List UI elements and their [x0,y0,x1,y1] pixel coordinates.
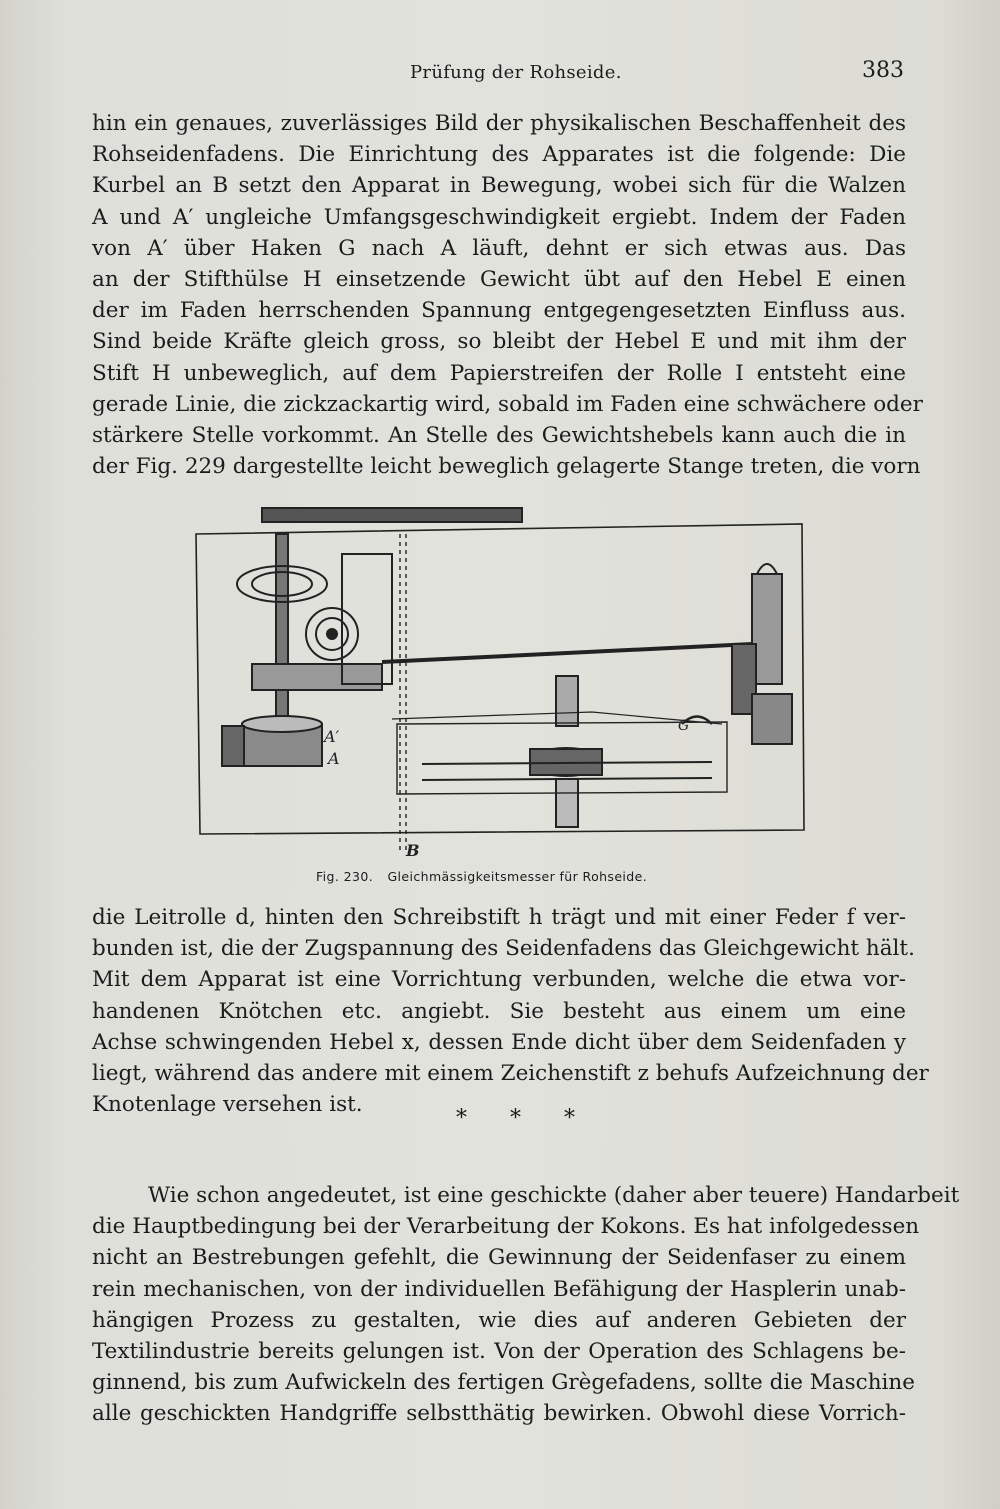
text-line: Sind beide Kräfte gleich gross, so bleibt der Hebel E und mit ihm der [92,329,906,355]
page-number: 383 [862,58,904,83]
text-line: nicht an Bestrebungen gefehlt, die Gewinnung der Seidenfaser zu einem [92,1245,906,1271]
text-line: stärkere Stelle vorkommt. An Stelle des Gewichtshebels kann auch die in [92,423,906,449]
running-title: Prüfung der Rohseide. [410,62,622,83]
text-line: Kurbel an B setzt den Apparat in Bewegung, wobei sich für die Walzen [92,173,906,199]
text-line: alle geschickten Handgriffe selbstthätig bewirken. Obwohl diese Vorrich- [92,1401,906,1427]
text-line: Wie schon angedeutet, ist eine geschickte (daher aber teuere) Handarbeit [148,1183,960,1208]
text-line: Textilindustrie bereits gelungen ist. Von der Operation des Schlagens be- [92,1339,906,1365]
label-g: G [678,718,690,734]
paragraph-3 [92,1180,960,1430]
text-line: Stift H unbeweglich, auf dem Papierstreifen der Rolle I entsteht eine [92,360,906,386]
text-line: handenen Knötchen etc. angiebt. Sie besteht aus einem um eine [92,998,906,1024]
caption-number: Fig. 230. [316,869,374,884]
section-separator: * * * [456,1106,593,1131]
text-line: Knotenlage versehen ist. [92,1092,363,1118]
figure-caption [316,869,647,884]
text-line: von A′ über Haken G nach A läuft, dehnt er sich etwas aus. Das [92,235,906,261]
text-line: hängigen Prozess zu gestalten, wie dies auf anderen Gebieten der [92,1307,906,1333]
figure-apparatus-illustration [192,494,812,866]
text-line: an der Stifthülse H einsetzende Gewicht übt auf den Hebel E einen [92,267,906,293]
text-line: Mit dem Apparat ist eine Vorrichtung verbunden, welche die etwa vor- [92,967,906,993]
text-line: der im Faden herrschenden Spannung entgegengesetzten Einfluss aus. [92,298,906,324]
label-a: A [328,749,340,768]
text-line: die Hauptbedingung bei der Verarbeitung der Kokons. Es hat infolgedessen [92,1214,920,1240]
text-line: ginnend, bis zum Aufwickeln des fertigen Grègefadens, sollte die Maschine [92,1370,915,1396]
caption-text: Gleichmässigkeitsmesser für Rohseide. [387,869,648,884]
text-line: A und A′ ungleiche Umfangsgeschwindigkeit ergiebt. Indem der Faden [92,204,906,230]
text-line: liegt, während das andere mit einem Zeichenstift z behufs Aufzeichnung der [92,1061,929,1087]
text-line: der Fig. 229 dargestellte leicht beweglich gelagerte Stange treten, die vorn [92,454,921,480]
label-b: B [406,841,420,860]
text-line: die Leitrolle d, hinten den Schreibstift h trägt und mit einer Feder f ver- [92,905,906,930]
paragraph-1 [92,108,923,482]
text-line: gerade Linie, die zickzackartig wird, sobald im Faden eine schwächere oder [92,391,923,417]
text-line: bunden ist, die der Zugspannung des Seidenfadens das Gleichgewicht hält. [92,936,915,962]
text-line: Achse schwingenden Hebel x, dessen Ende dicht über dem Seidenfaden y [92,1029,906,1055]
text-line: hin ein genaues, zuverlässiges Bild der physikalischen Beschaffenheit des [92,111,906,136]
label-a-prime: A′ [324,727,340,746]
text-line: Rohseidenfadens. Die Einrichtung des Apparates ist die folgende: Die [92,142,906,168]
text-line: rein mechanischen, von der individuellen Befähigung der Hasplerin unab- [92,1276,906,1302]
paragraph-2 [92,902,929,1120]
